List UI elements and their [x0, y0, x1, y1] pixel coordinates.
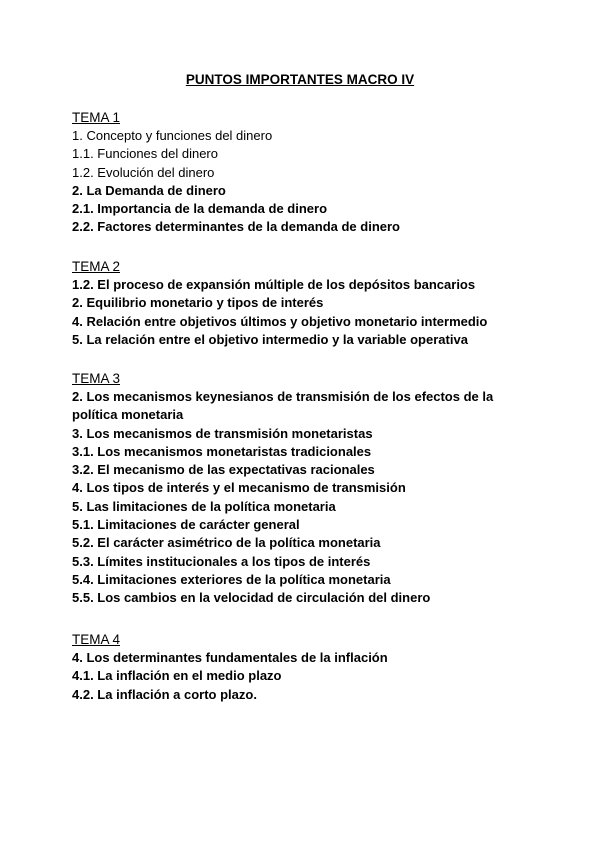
list-item: 2. La Demanda de dinero: [72, 182, 226, 198]
item-list: [72, 649, 532, 704]
item-list: [72, 276, 532, 349]
list-item: 2. Equilibrio monetario y tipos de interés: [72, 295, 324, 311]
section-tema-1: [72, 109, 532, 237]
list-item: 5.5. Los cambios en la velocidad de circulación del dinero: [72, 590, 431, 606]
list-item: 5. La relación entre el objetivo intermedio y la variable operativa: [72, 331, 468, 347]
section-tema-2: [72, 258, 532, 349]
list-item: 2.2. Factores determinantes de la demanda de dinero: [72, 219, 400, 235]
section-tema-4: [72, 631, 532, 704]
list-item: 4.2. La inflación a corto plazo.: [72, 686, 257, 702]
section-tema-3: [72, 370, 532, 608]
list-item: 4. Relación entre objetivos últimos y objetivo monetario intermedio: [72, 313, 488, 329]
list-item: 4.1. La inflación en el medio plazo: [72, 668, 282, 684]
list-item: 4. Los determinantes fundamentales de la inflación: [72, 650, 388, 665]
list-item: 5. Las limitaciones de la política monetaria: [72, 498, 336, 514]
document-title: PUNTOS IMPORTANTES MACRO IV: [185, 72, 415, 87]
list-item: 3. Los mecanismos de transmisión monetaristas: [72, 425, 373, 441]
section-heading: TEMA 3: [72, 371, 121, 386]
list-item: 1.1. Funciones del dinero: [72, 146, 218, 162]
section-heading: TEMA 1: [72, 110, 121, 125]
list-item: 1.2. El proceso de expansión múltiple de los depósitos bancarios: [72, 277, 476, 292]
list-item: 2.1. Importancia de la demanda de dinero: [72, 201, 328, 217]
section-heading: TEMA 2: [72, 259, 121, 274]
list-item: 1. Concepto y funciones del dinero: [72, 128, 273, 143]
item-list: [72, 127, 532, 237]
list-item: 2. Los mecanismos keynesianos de transmisión de los efectos de la política monetaria: [72, 389, 494, 423]
list-item: 3.2. El mecanismo de las expectativas racionales: [72, 462, 375, 478]
list-item: 1.2. Evolución del dinero: [72, 164, 215, 180]
list-item: 5.4. Limitaciones exteriores de la política monetaria: [72, 571, 391, 587]
section-heading: TEMA 4: [72, 632, 121, 647]
list-item: 5.2. El carácter asimétrico de la política monetaria: [72, 535, 381, 551]
item-list: [72, 388, 532, 608]
list-item: 5.3. Límites institucionales a los tipos de interés: [72, 553, 371, 569]
list-item: 4. Los tipos de interés y el mecanismo de transmisión: [72, 480, 406, 496]
list-item: 5.1. Limitaciones de carácter general: [72, 517, 300, 533]
list-item: 3.1. Los mecanismos monetaristas tradicionales: [72, 443, 372, 459]
